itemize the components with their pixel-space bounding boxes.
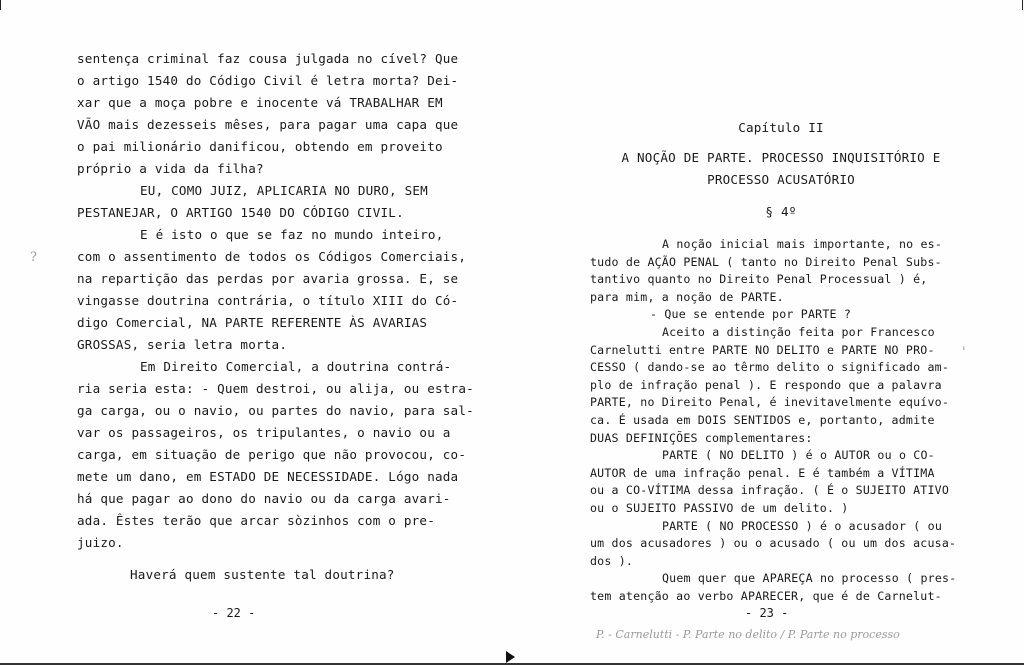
left-line: mete um dano, em ESTADO DE NECESSIDADE. Lógo nada bbox=[77, 469, 459, 484]
right-line: AUTOR de uma infração penal. E é também a VÍTIMA bbox=[590, 465, 935, 480]
right-line: PARTE, no Direito Penal, é inevitavelmente equívo- bbox=[590, 395, 950, 410]
right-line: tantivo quanto no Direito Penal Processual ) é, bbox=[590, 272, 928, 287]
left-line: EU, COMO JUIZ, APLICARIA NO DURO, SEM bbox=[140, 183, 428, 198]
left-line: juizo. bbox=[77, 535, 124, 550]
left-line: Em Direito Comercial, a doutrina contrá- bbox=[140, 359, 452, 374]
left-line: E é isto o que se faz no mundo inteiro, bbox=[140, 227, 444, 242]
right-line: tudo de AÇÃO PENAL ( tanto no Direito Penal Subs- bbox=[590, 254, 942, 269]
left-line: ga carga, ou o navio, ou partes do navio, para sal- bbox=[77, 403, 474, 418]
left-line: o pai milionário danificou, obtendo em proveito bbox=[77, 139, 443, 154]
margin-question-mark: ? bbox=[30, 250, 37, 265]
left-line: Haverá quem sustente tal doutrina? bbox=[130, 567, 395, 582]
left-line: digo Comercial, NA PARTE REFERENTE ÀS AVARIAS bbox=[77, 315, 428, 330]
right-line: PARTE ( NO PROCESSO ) é o acusador ( ou bbox=[662, 518, 943, 533]
right-line: - Que se entende por PARTE ? bbox=[650, 307, 852, 322]
right-line: plo de infração penal ). E respondo que a palavra bbox=[590, 377, 942, 392]
left-line: VÃO mais dezesseis mêses, para pagar uma capa que bbox=[77, 117, 459, 132]
left-line: sentença criminal faz cousa julgada no cível? Que bbox=[77, 51, 459, 66]
right-line: DUAS DEFINIÇÕES complementares: bbox=[590, 430, 813, 445]
right-line: Carnelutti entre PARTE NO DELITO e PARTE NO PRO- bbox=[590, 342, 935, 357]
page-number-left: - 22 - bbox=[212, 606, 256, 620]
right-line: dos ). bbox=[590, 553, 634, 568]
right-line: PARTE ( NO DELITO ) é o AUTOR ou o CO- bbox=[662, 448, 935, 463]
chapter-title-line-2: PROCESSO ACUSATÓRIO bbox=[707, 172, 855, 187]
left-line: xar que a moça pobre e inocente vá TRABALHAR EM bbox=[77, 95, 443, 110]
left-line: próprio a vida da filha? bbox=[77, 161, 264, 176]
right-line: tem atenção ao verbo APARECER, que é de Carnelut- bbox=[590, 589, 942, 603]
right-line: para mim, a noção de PARTE. bbox=[590, 289, 784, 304]
right-line: ca. É usada em DOIS SENTIDOS e, portanto, admite bbox=[590, 413, 935, 427]
left-line: vingasse doutrina contrária, o título XIII do Có- bbox=[77, 293, 459, 308]
left-line: carga, em situação de perigo que não provocou, co- bbox=[77, 447, 467, 462]
left-line: var os passageiros, os tripulantes, o navio ou a bbox=[77, 425, 451, 440]
right-line: ou o SUJEITO PASSIVO de um delito. ) bbox=[590, 501, 849, 515]
left-line: PESTANEJAR, O ARTIGO 1540 DO CÓDIGO CIVIL. bbox=[77, 205, 404, 220]
right-line: Quem quer que APAREÇA no processo ( pres- bbox=[662, 571, 957, 586]
right-line: CESSO ( dando-se ao têrmo delito o significado am- bbox=[590, 360, 950, 375]
handwritten-annotation: P. - Carnelutti - P. Parte no delito / P. Parte no processo bbox=[596, 628, 900, 641]
right-line: Aceito a distinção feita por Francesco bbox=[662, 325, 935, 339]
left-line: ria seria esta: - Quem destroi, ou alija, ou estra- bbox=[77, 381, 474, 396]
right-line: um dos acusadores ) ou o acusado ( ou um dos acusa- bbox=[590, 536, 957, 551]
right-line: A noção inicial mais importante, no es- bbox=[662, 237, 943, 251]
left-line: GROSSAS, seria letra morta. bbox=[77, 337, 288, 352]
left-line: na repartição das perdas por avaria grossa. E, se bbox=[77, 271, 459, 286]
page-number-right: - 23 - bbox=[745, 606, 789, 620]
left-line: ada. Êstes terão que arcar sòzinhos com o pre- bbox=[77, 513, 435, 528]
left-line: há que pagar ao dono do navio ou da carga avari- bbox=[77, 491, 451, 506]
page-turn-arrow-icon bbox=[506, 651, 515, 663]
chapter-heading: Capítulo II bbox=[738, 120, 824, 135]
chapter-title-line-1: A NOÇÃO DE PARTE. PROCESSO INQUISITÓRIO E bbox=[621, 150, 941, 165]
right-line: ou a CO-VÍTIMA dessa infração. ( É o SUJEITO ATIVO bbox=[590, 483, 950, 498]
left-line: com o assentimento de todos os Códigos Comerciais, bbox=[77, 249, 467, 264]
section-heading: § 4º bbox=[765, 204, 797, 219]
left-line: o artigo 1540 do Código Civil é letra morta? Dei- bbox=[77, 73, 459, 88]
margin-tick-mark: ' bbox=[962, 345, 966, 360]
